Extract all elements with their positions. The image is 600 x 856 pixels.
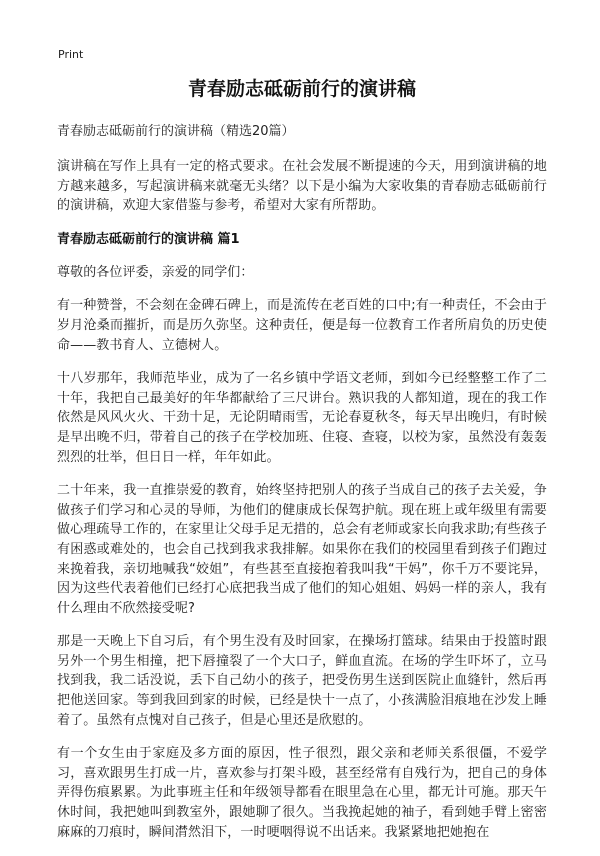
body-paragraph: 有一种赞誉，不会刻在金碑石碑上，而是流传在老百姓的口中;有一种责任，不会由于岁月沧桑而摧折，而是历久弥坚。这种责任，便是每一位教育工作者所肩负的历史使命——教书育人、立德树人。	[57, 298, 547, 353]
body-paragraph: 有一个女生由于家庭及多方面的原因，性子很烈，跟父亲和老师关系很僵，不爱学习，喜欢跟男生打成一片，喜欢参与打架斗殴，甚至经常有自残行为，把自己的身体弄得伤痕累累。为此事班主任和年级领导都看在眼里急在心里，都无计可施。那天午休时间，我把她叫到教室外，跟她聊了很久。当我挽起她的袖子，看到她手臂上密密麻麻的刀痕时，瞬间潸然泪下，一时哽咽得说不出话来。我紧紧地把她抱在	[57, 746, 547, 840]
document-subtitle: 青春励志砥砺前行的演讲稿（精选20篇）	[57, 124, 295, 139]
body-paragraph: 那是一天晚上下自习后，有个男生没有及时回家，在操场打篮球。结果由于投篮时跟另外一个男生相撞，把下唇撞裂了一个大口子，鲜血直流。在场的学生吓坏了，立马找到我，我二话没说，丢下自己幼小的孩子，把受伤男生送到医院止血缝针，然后再把他送回家。等到我回到家的时候，已经是快十一点了，小孩满脸泪痕地在沙发上睡着了。虽然有点愧对自己孩子，但是心里还是欣慰的。	[57, 634, 547, 728]
body-paragraph: 二十年来，我一直推崇爱的教育，始终坚持把别人的孩子当成自己的孩子去关爱，争做孩子们学习和心灵的导师，为他们的健康成长保驾护航。现在班上或年级里有需要做心理疏导工作的，在家里让父母手足无措的，总会有老师或家长向我求助;有些孩子有困惑或难处的，也会自己找到我求我排解。如果你在我们的校园里看到孩子们跑过来挽着我，亲切地喊我“姣姐”，有些甚至直接抱着我叫我“干妈”，你千万不要诧异，因为这些代表着他们已经打心底把我当成了他们的知心姐姐、妈妈一样的亲人，我有什么理由不欣然接受呢?	[57, 483, 547, 616]
page-title: 青春励志砥砺前行的演讲稿	[187, 78, 416, 100]
print-link[interactable]: Print	[58, 48, 84, 61]
body-paragraph: 十八岁那年，我师范毕业，成为了一名乡镇中学语文老师，到如今已经整整工作了二十年，我把自己最美好的年华都献给了三尺讲台。熟识我的人都知道，现在的我工作依然是风风火火、干劲十足，无论阴晴雨雪，无论春夏秋冬，每天早出晚归，有时候是早出晚不归，带着自己的孩子在学校加班、住寝、查寝，以校为家，虽然没有轰轰烈烈的壮举，但日日一样，年年如此。	[57, 371, 547, 465]
section-heading: 青春励志砥砺前行的演讲稿 篇1	[57, 231, 240, 247]
greeting-paragraph: 尊敬的各位评委，亲爱的同学们：	[57, 264, 254, 280]
document-body	[57, 76, 547, 856]
intro-paragraph: 演讲稿在写作上具有一定的格式要求。在社会发展不断提速的今天，用到演讲稿的地方越来越多，写起演讲稿来就毫无头绪？以下是小编为大家收集的青春励志砥砺前行的演讲稿，欢迎大家借鉴与参考，希望对大家有所帮助。	[57, 159, 547, 214]
